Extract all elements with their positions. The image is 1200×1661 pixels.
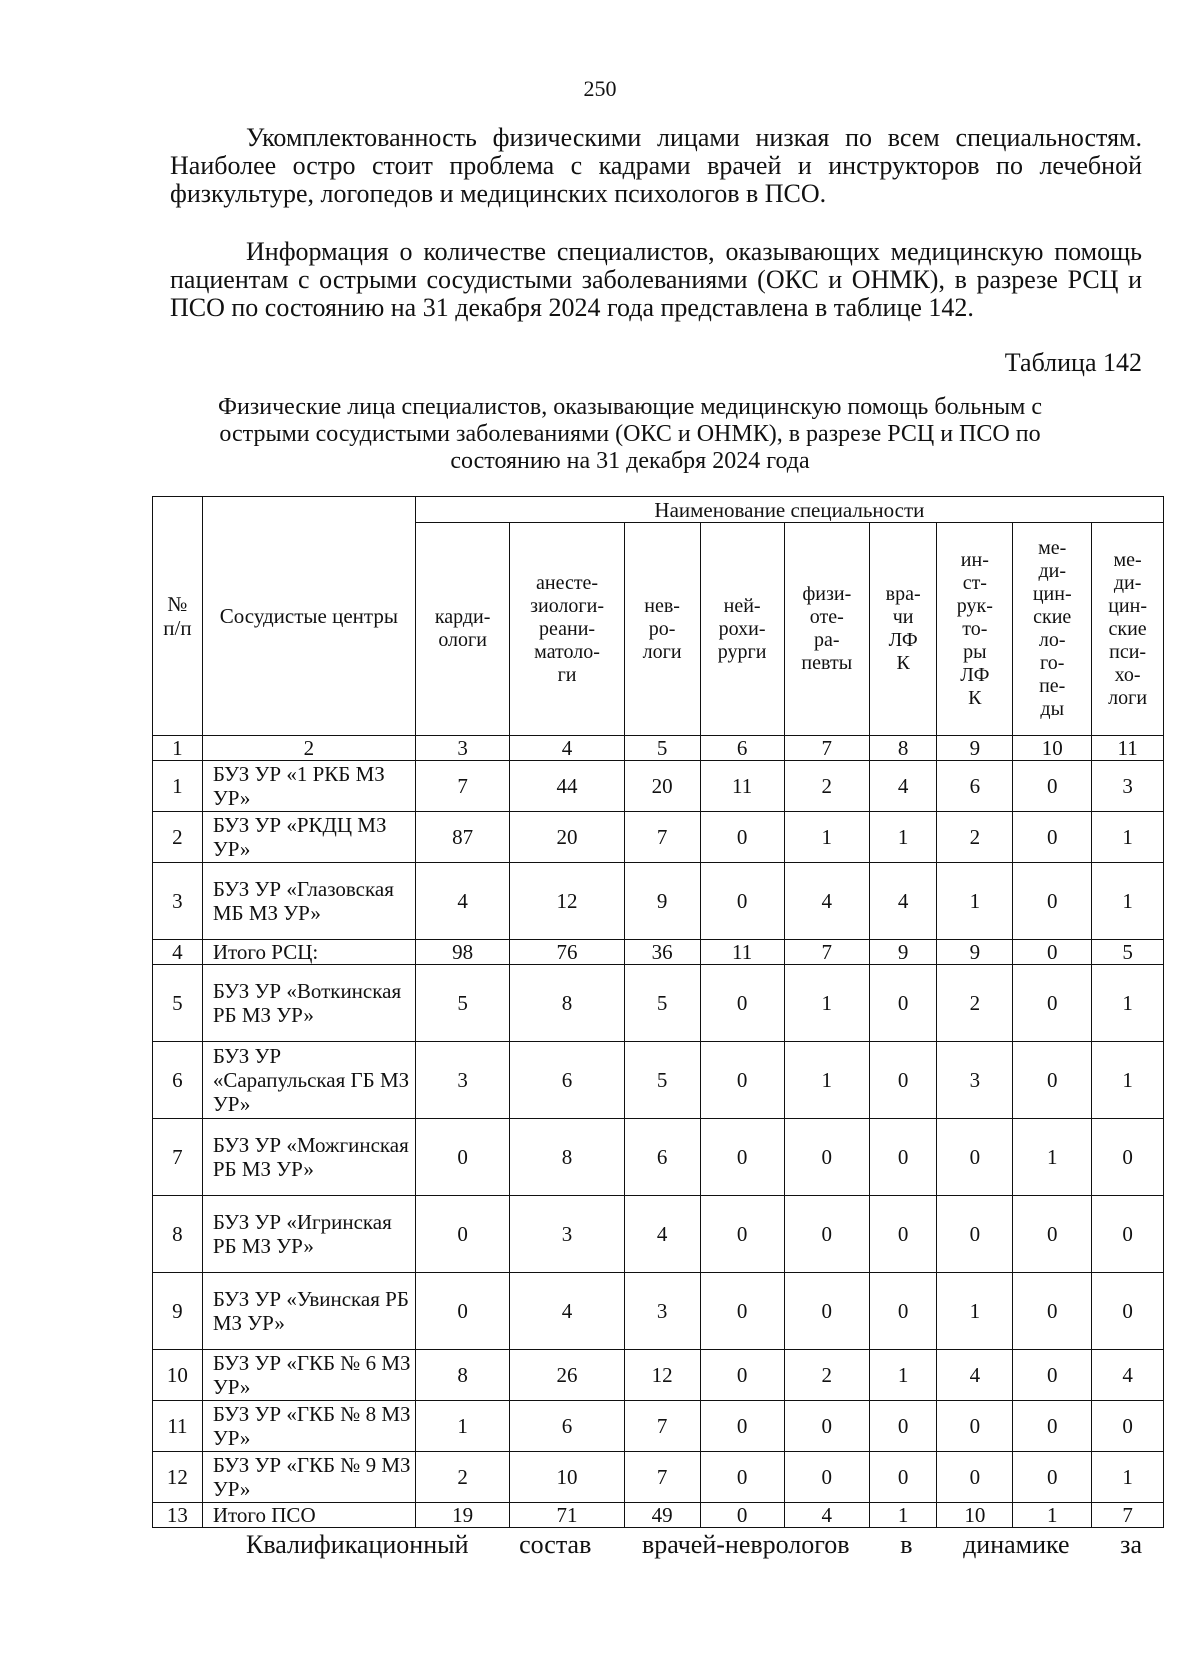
cell-value: 0	[700, 812, 784, 863]
cell-value: 8	[415, 1350, 510, 1401]
cell-value: 0	[1013, 1042, 1092, 1119]
cell-value: 9	[869, 940, 937, 965]
cell-value: 0	[1013, 940, 1092, 965]
header-specialty: ней- рохи- рурги	[700, 523, 784, 736]
cell-value: 11	[700, 940, 784, 965]
cell-value: 1	[1092, 863, 1164, 940]
center-name: Итого РСЦ:	[202, 940, 415, 965]
header-specialty: карди- ологи	[415, 523, 510, 736]
center-name: БУЗ УР «Глазовская МБ МЗ УР»	[202, 863, 415, 940]
cell-value: 19	[415, 1503, 510, 1528]
paragraph-text: Информация о количестве специалистов, оказывающих медицинскую помощь пациентам с острыми сосудистыми заболеваниями (ОКС и ОНМК), в разрезе РСЦ и ПСО по состоянию на 31 декабря 2024 года представлена в таблице 142.	[170, 237, 1142, 322]
center-name: Итого ПСО	[202, 1503, 415, 1528]
cell-value: 6	[510, 1042, 624, 1119]
cell-value: 36	[624, 940, 700, 965]
cell-value: 0	[784, 1196, 869, 1273]
cell-value: 0	[700, 863, 784, 940]
column-number: 4	[510, 736, 624, 761]
column-number: 1	[153, 736, 203, 761]
row-number: 8	[153, 1196, 203, 1273]
cell-value: 3	[1092, 761, 1164, 812]
cell-value: 2	[937, 812, 1013, 863]
cell-value: 4	[1092, 1350, 1164, 1401]
center-name: БУЗ УР «1 РКБ МЗ УР»	[202, 761, 415, 812]
row-number: 2	[153, 812, 203, 863]
header-center: Сосудистые центры	[202, 497, 415, 736]
cell-value: 0	[700, 1119, 784, 1196]
cell-value: 0	[1013, 863, 1092, 940]
cell-value: 9	[937, 940, 1013, 965]
cell-value: 49	[624, 1503, 700, 1528]
header-specialty-group: Наименование специальности	[415, 497, 1163, 523]
cell-value: 0	[1013, 812, 1092, 863]
row-number: 4	[153, 940, 203, 965]
column-number: 6	[700, 736, 784, 761]
table-row	[153, 1196, 1164, 1273]
cell-value: 11	[700, 761, 784, 812]
cell-value: 7	[624, 812, 700, 863]
center-name: БУЗ УР «Увинская РБ МЗ УР»	[202, 1273, 415, 1350]
column-number: 9	[937, 736, 1013, 761]
cell-value: 0	[784, 1273, 869, 1350]
cell-value: 44	[510, 761, 624, 812]
cell-value: 1	[937, 1273, 1013, 1350]
cell-value: 0	[1092, 1401, 1164, 1452]
cell-value: 4	[784, 863, 869, 940]
cell-value: 0	[1013, 1401, 1092, 1452]
cell-value: 0	[700, 965, 784, 1042]
cell-value: 20	[624, 761, 700, 812]
cell-value: 4	[624, 1196, 700, 1273]
paragraph-continuation: Квалификационный состав врачей-неврологов в динамике за	[246, 1530, 1142, 1559]
paragraph-staffing	[170, 124, 1142, 208]
table-title: Физические лица специалистов, оказывающие медицинскую помощь больным с острыми сосудистыми заболеваниями (ОКС и ОНМК), в разрезе РСЦ и ПСО по состоянию на 31 декабря 2024 года	[217, 394, 1042, 474]
cell-value: 2	[784, 761, 869, 812]
page-number: 250	[583, 76, 617, 101]
header-specialty: вра- чи ЛФ К	[869, 523, 937, 736]
cell-value: 0	[869, 965, 937, 1042]
row-number: 13	[153, 1503, 203, 1528]
header-specialty: ин- ст- рук- то- ры ЛФ К	[937, 523, 1013, 736]
cell-value: 9	[624, 863, 700, 940]
cell-value: 87	[415, 812, 510, 863]
center-name: БУЗ УР «ГКБ № 6 МЗ УР»	[202, 1350, 415, 1401]
cell-value: 0	[937, 1119, 1013, 1196]
header-specialty: анесте- зиологи- реани- матоло- ги	[510, 523, 624, 736]
cell-value: 0	[1013, 1350, 1092, 1401]
column-number: 11	[1092, 736, 1164, 761]
cell-value: 5	[415, 965, 510, 1042]
cell-value: 98	[415, 940, 510, 965]
cell-value: 0	[869, 1273, 937, 1350]
table-row	[153, 1350, 1164, 1401]
cell-value: 0	[784, 1401, 869, 1452]
cell-value: 7	[1092, 1503, 1164, 1528]
cell-value: 26	[510, 1350, 624, 1401]
cell-value: 0	[415, 1273, 510, 1350]
header-specialty: нев- ро- логи	[624, 523, 700, 736]
row-number: 9	[153, 1273, 203, 1350]
cell-value: 3	[624, 1273, 700, 1350]
cell-value: 4	[937, 1350, 1013, 1401]
cell-value: 0	[869, 1401, 937, 1452]
cell-value: 76	[510, 940, 624, 965]
table-row	[153, 965, 1164, 1042]
row-number: 12	[153, 1452, 203, 1503]
header-specialty: ме- ди- цин- ские пси- хо- логи	[1092, 523, 1164, 736]
cell-value: 0	[869, 1196, 937, 1273]
cell-value: 0	[700, 1503, 784, 1528]
cell-value: 0	[1092, 1119, 1164, 1196]
column-number: 3	[415, 736, 510, 761]
cell-value: 8	[510, 965, 624, 1042]
cell-value: 7	[624, 1452, 700, 1503]
cell-value: 0	[869, 1119, 937, 1196]
cell-value: 71	[510, 1503, 624, 1528]
row-number: 11	[153, 1401, 203, 1452]
cell-value: 5	[624, 965, 700, 1042]
cell-value: 4	[510, 1273, 624, 1350]
cell-value: 2	[937, 965, 1013, 1042]
cell-value: 0	[937, 1196, 1013, 1273]
cell-value: 20	[510, 812, 624, 863]
cell-value: 1	[869, 812, 937, 863]
cell-value: 6	[624, 1119, 700, 1196]
column-number: 2	[202, 736, 415, 761]
header-specialty: физи- оте- ра- певты	[784, 523, 869, 736]
cell-value: 4	[784, 1503, 869, 1528]
table-row	[153, 761, 1164, 812]
cell-value: 5	[1092, 940, 1164, 965]
cell-value: 0	[1092, 1196, 1164, 1273]
cell-value: 12	[510, 863, 624, 940]
table-row	[153, 1119, 1164, 1196]
cell-value: 7	[624, 1401, 700, 1452]
cell-value: 0	[415, 1196, 510, 1273]
paragraph-text: Укомплектованность физическими лицами низкая по всем специальностям. Наиболее остро стоит проблема с кадрами врачей и инструкторов по лечебной физкультуре, логопедов и медицинских психологов в ПСО.	[170, 123, 1142, 208]
row-number: 5	[153, 965, 203, 1042]
table-number: Таблица 142	[1004, 348, 1142, 377]
column-number: 8	[869, 736, 937, 761]
table-row	[153, 863, 1164, 940]
cell-value: 0	[937, 1452, 1013, 1503]
cell-value: 1	[784, 812, 869, 863]
cell-value: 0	[937, 1401, 1013, 1452]
center-name: БУЗ УР «ГКБ № 8 МЗ УР»	[202, 1401, 415, 1452]
cell-value: 3	[937, 1042, 1013, 1119]
cell-value: 1	[415, 1401, 510, 1452]
table-row	[153, 812, 1164, 863]
cell-value: 0	[700, 1350, 784, 1401]
cell-value: 1	[869, 1503, 937, 1528]
cell-value: 0	[869, 1042, 937, 1119]
cell-value: 0	[1013, 965, 1092, 1042]
center-name: БУЗ УР «РКДЦ МЗ УР»	[202, 812, 415, 863]
row-number: 7	[153, 1119, 203, 1196]
cell-value: 0	[1013, 761, 1092, 812]
cell-value: 6	[937, 761, 1013, 812]
cell-value: 0	[700, 1273, 784, 1350]
table-row	[153, 1273, 1164, 1350]
cell-value: 10	[937, 1503, 1013, 1528]
cell-value: 0	[700, 1452, 784, 1503]
center-name: БУЗ УР «ГКБ № 9 МЗ УР»	[202, 1452, 415, 1503]
row-number: 3	[153, 863, 203, 940]
cell-value: 1	[784, 1042, 869, 1119]
cell-value: 0	[869, 1452, 937, 1503]
paragraph-table-intro	[170, 238, 1142, 322]
cell-value: 8	[510, 1119, 624, 1196]
cell-value: 1	[1013, 1119, 1092, 1196]
column-number: 10	[1013, 736, 1092, 761]
table-row	[153, 940, 1164, 965]
cell-value: 4	[869, 863, 937, 940]
cell-value: 3	[510, 1196, 624, 1273]
cell-value: 6	[510, 1401, 624, 1452]
cell-value: 0	[784, 1452, 869, 1503]
cell-value: 1	[1013, 1503, 1092, 1528]
cell-value: 1	[784, 965, 869, 1042]
column-number: 5	[624, 736, 700, 761]
header-num: № п/п	[153, 497, 203, 736]
cell-value: 10	[510, 1452, 624, 1503]
row-number: 10	[153, 1350, 203, 1401]
cell-value: 0	[415, 1119, 510, 1196]
cell-value: 3	[415, 1042, 510, 1119]
specialists-table	[152, 496, 1164, 1528]
cell-value: 0	[700, 1196, 784, 1273]
cell-value: 2	[415, 1452, 510, 1503]
column-number-row	[153, 736, 1164, 761]
cell-value: 7	[415, 761, 510, 812]
center-name: БУЗ УР «Сарапульская ГБ МЗ УР»	[202, 1042, 415, 1119]
table-row	[153, 1503, 1164, 1528]
cell-value: 2	[784, 1350, 869, 1401]
center-name: БУЗ УР «Игринская РБ МЗ УР»	[202, 1196, 415, 1273]
cell-value: 0	[1013, 1452, 1092, 1503]
cell-value: 5	[624, 1042, 700, 1119]
cell-value: 4	[869, 761, 937, 812]
cell-value: 1	[1092, 1042, 1164, 1119]
cell-value: 1	[937, 863, 1013, 940]
header-specialty: ме- ди- цин- ские ло- го- пе- ды	[1013, 523, 1092, 736]
cell-value: 0	[784, 1119, 869, 1196]
row-number: 6	[153, 1042, 203, 1119]
cell-value: 4	[415, 863, 510, 940]
column-number: 7	[784, 736, 869, 761]
center-name: БУЗ УР «Воткинская РБ МЗ УР»	[202, 965, 415, 1042]
center-name: БУЗ УР «Можгинская РБ МЗ УР»	[202, 1119, 415, 1196]
cell-value: 1	[1092, 812, 1164, 863]
cell-value: 0	[1092, 1273, 1164, 1350]
cell-value: 0	[1013, 1196, 1092, 1273]
cell-value: 0	[1013, 1273, 1092, 1350]
cell-value: 7	[784, 940, 869, 965]
cell-value: 1	[869, 1350, 937, 1401]
cell-value: 12	[624, 1350, 700, 1401]
cell-value: 1	[1092, 965, 1164, 1042]
table-row	[153, 1401, 1164, 1452]
row-number: 1	[153, 761, 203, 812]
cell-value: 0	[700, 1401, 784, 1452]
table-row	[153, 1452, 1164, 1503]
cell-value: 0	[700, 1042, 784, 1119]
table-row	[153, 1042, 1164, 1119]
cell-value: 1	[1092, 1452, 1164, 1503]
